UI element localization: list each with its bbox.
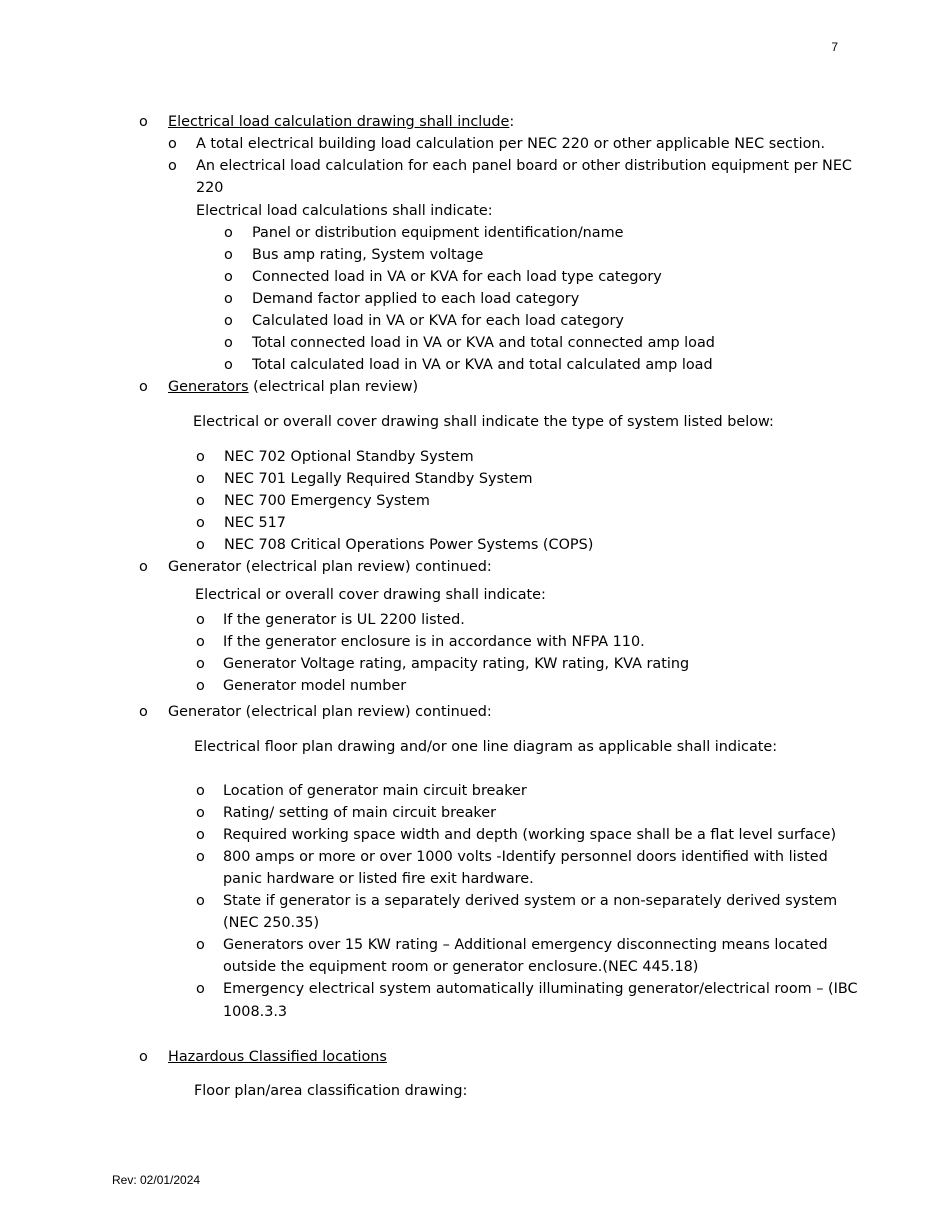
section-heading	[168, 1046, 387, 1068]
section-intro: Floor plan/area classification drawing:	[194, 1083, 468, 1099]
bullet: o	[196, 893, 205, 909]
list-item-continuation: panic hardware or listed fire exit hardware.	[223, 871, 534, 887]
section-heading-text: Hazardous Classified locations	[168, 1049, 387, 1065]
list-item: Total connected load in VA or KVA and total connected amp load	[252, 335, 715, 351]
list-item: Emergency electrical system automatically illuminating generator/electrical room – (IBC	[223, 981, 858, 997]
bullet: o	[168, 136, 177, 152]
bullet: o	[224, 269, 233, 285]
list-item: If the generator is UL 2200 listed.	[223, 612, 465, 628]
section-intro: Electrical or overall cover drawing shall indicate:	[195, 587, 546, 603]
bullet: o	[196, 449, 205, 465]
section-heading-text: Generators	[168, 379, 249, 395]
list-item: Required working space width and depth (working space shall be a flat level surface)	[223, 827, 837, 843]
bullet: o	[224, 291, 233, 307]
section-heading-suffix: (electrical plan review)	[248, 379, 419, 395]
sub-intro: Electrical load calculations shall indicate:	[196, 203, 493, 219]
revision-footer: Rev: 02/01/2024	[112, 1173, 201, 1187]
bullet: o	[139, 1049, 148, 1065]
bullet: o	[139, 704, 148, 720]
bullet: o	[196, 634, 205, 650]
list-item: Demand factor applied to each load category	[252, 291, 580, 307]
bullet: o	[196, 493, 205, 509]
list-item: Panel or distribution equipment identification/name	[252, 225, 624, 241]
section-heading: Generator (electrical plan review) continued:	[168, 704, 492, 720]
bullet: o	[139, 114, 148, 130]
list-item: NEC 517	[224, 515, 286, 531]
list-item: State if generator is a separately derived system or a non-separately derived system	[223, 893, 838, 909]
list-item: NEC 700 Emergency System	[224, 493, 430, 509]
bullet: o	[224, 247, 233, 263]
list-item: NEC 708 Critical Operations Power Systems (COPS)	[224, 537, 594, 553]
bullet: o	[224, 313, 233, 329]
list-item: A total electrical building load calculation per NEC 220 or other applicable NEC section.	[196, 136, 826, 152]
bullet: o	[224, 225, 233, 241]
bullet: o	[196, 678, 205, 694]
list-item: Calculated load in VA or KVA for each load category	[252, 313, 624, 329]
bullet: o	[196, 937, 205, 953]
list-item: If the generator enclosure is in accordance with NFPA 110.	[223, 634, 645, 650]
bullet: o	[224, 335, 233, 351]
bullet: o	[196, 827, 205, 843]
list-item: 800 amps or more or over 1000 volts -Identify personnel doors identified with listed	[223, 849, 828, 865]
list-item: Bus amp rating, System voltage	[252, 247, 484, 263]
bullet: o	[196, 783, 205, 799]
list-item: Connected load in VA or KVA for each load type category	[252, 269, 662, 285]
list-item: An electrical load calculation for each panel board or other distribution equipment per NEC	[196, 158, 852, 174]
bullet: o	[196, 849, 205, 865]
section-heading	[168, 111, 514, 133]
list-item-continuation: outside the equipment room or generator enclosure.(NEC 445.18)	[223, 959, 699, 975]
list-item: Generator Voltage rating, ampacity rating, KW rating, KVA rating	[223, 656, 690, 672]
bullet: o	[196, 805, 205, 821]
bullet: o	[196, 981, 205, 997]
list-item: Location of generator main circuit breaker	[223, 783, 527, 799]
list-item: Rating/ setting of main circuit breaker	[223, 805, 497, 821]
list-item: Generator model number	[223, 678, 407, 694]
bullet: o	[139, 559, 148, 575]
bullet: o	[224, 357, 233, 373]
bullet: o	[196, 471, 205, 487]
section-intro: Electrical or overall cover drawing shall indicate the type of system listed below:	[193, 414, 774, 430]
bullet: o	[168, 158, 177, 174]
section-heading	[168, 376, 418, 398]
bullet: o	[196, 612, 205, 628]
section-heading-suffix: :	[509, 114, 515, 130]
bullet: o	[139, 379, 148, 395]
list-item: Generators over 15 KW rating – Additional emergency disconnecting means located	[223, 937, 828, 953]
bullet: o	[196, 537, 205, 553]
list-item-continuation: (NEC 250.35)	[223, 915, 320, 931]
section-heading: Generator (electrical plan review) continued:	[168, 559, 492, 575]
page-number: 7	[831, 40, 838, 54]
list-item: NEC 701 Legally Required Standby System	[224, 471, 533, 487]
bullet: o	[196, 515, 205, 531]
list-item-continuation: 1008.3.3	[223, 1004, 288, 1020]
list-item: NEC 702 Optional Standby System	[224, 449, 474, 465]
list-item-continuation: 220	[196, 180, 224, 196]
section-intro: Electrical floor plan drawing and/or one line diagram as applicable shall indicate:	[194, 739, 778, 755]
bullet: o	[196, 656, 205, 672]
list-item: Total calculated load in VA or KVA and total calculated amp load	[252, 357, 713, 373]
section-heading-text: Electrical load calculation drawing shall include	[168, 114, 510, 130]
